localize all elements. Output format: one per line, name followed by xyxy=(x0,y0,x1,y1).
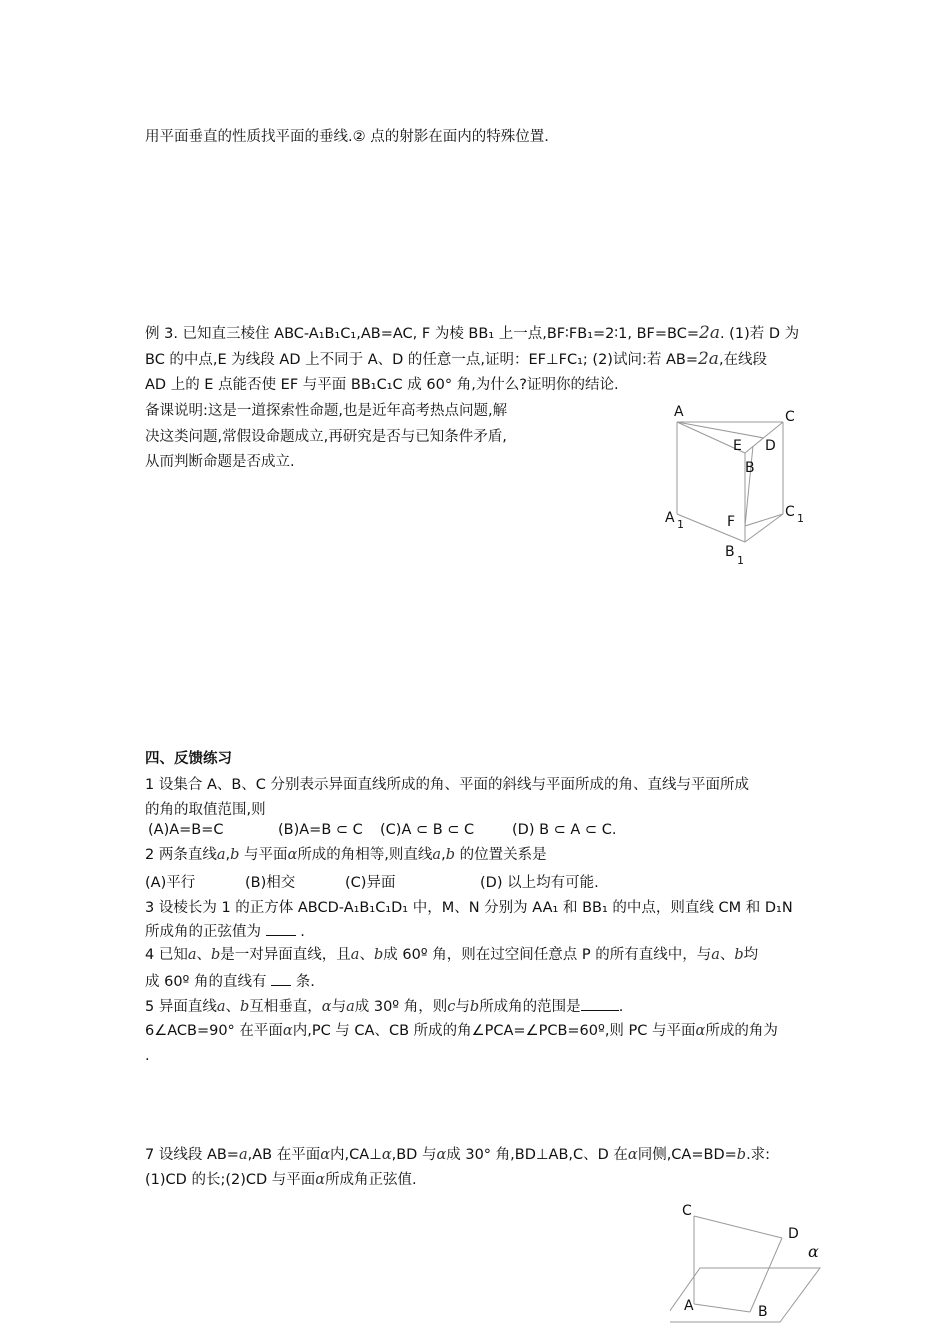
q4-text-line2-end: 条. xyxy=(295,974,315,990)
q5-var-c: c xyxy=(447,999,456,1015)
segment-B-D xyxy=(750,1238,782,1312)
example3-text1b: . (1)若 D 为 xyxy=(719,326,800,342)
q7-line2 xyxy=(145,1170,417,1190)
plane-label-C: C xyxy=(682,1203,692,1219)
q5-var-b: b xyxy=(240,999,250,1015)
plane-label-A: A xyxy=(684,1298,694,1314)
q2-var-alpha: α xyxy=(287,847,298,863)
q2-option-b: (B)相交 xyxy=(245,875,296,891)
q5-text-mid3: 所成角的范围是 xyxy=(479,999,581,1015)
q7-var-b: b xyxy=(736,1147,747,1163)
q7-var-alpha5: α xyxy=(315,1172,326,1188)
q7-text-mid5: 同侧,CA=BD= xyxy=(637,1147,737,1163)
example3-line2 xyxy=(145,349,767,370)
label-B1: B xyxy=(725,544,735,560)
q7-text-end: .求: xyxy=(746,1147,771,1163)
plane-label-alpha: α xyxy=(808,1242,819,1261)
q7-text-line2-end: 所成角正弦值. xyxy=(325,1172,417,1188)
example3-text1a: 例 3. 已知直三棱住 ABC-A₁B₁C₁,AB=AC, F 为棱 BB₁ 上一点,BF∶FB₁=2∶1, BF=BC= xyxy=(145,326,700,342)
label-A1-sub: 1 xyxy=(677,518,684,531)
q3-line1: 3 设棱长为 1 的正方体 ABCD-A₁B₁C₁D₁ 中，M、N 分别为 AA₁ 和 BB₁ 的中点，则直线 CM 和 D₁N xyxy=(145,900,793,916)
label-C1-sub: 1 xyxy=(797,512,804,525)
label-F: F xyxy=(727,514,736,530)
label-C: C xyxy=(785,409,795,425)
q2-option-c: (C)异面 xyxy=(345,875,396,891)
q1-line2: 的角的取值范围,则 xyxy=(145,802,266,818)
example3-value-2a-b: 2a xyxy=(697,349,719,369)
q7-var-alpha: α xyxy=(320,1147,331,1163)
q7-text-pre: 7 设线段 AB= xyxy=(145,1147,239,1163)
q1-option-d: (D) B ⊂ A ⊂ C. xyxy=(512,822,617,838)
example3-text2: BC 的中点,E 为线段 AD 上不同于 A、D 的任意一点,证明：EF⊥FC₁; (2)试问:若 AB= xyxy=(145,352,698,368)
intro-line: 用平面垂直的性质找平面的垂线.② 点的射影在面内的特殊位置. xyxy=(145,129,549,145)
q7-var-alpha4: α xyxy=(627,1147,638,1163)
q4-sep3: 、 xyxy=(719,947,735,963)
q4-text-end: 均 xyxy=(743,947,759,963)
q4-var-b2: b xyxy=(373,947,384,963)
plane-figure xyxy=(670,1198,840,1328)
q6-text-end: 所成的角为 xyxy=(705,1023,778,1039)
q5-with: 与 xyxy=(331,999,347,1015)
prism-figure xyxy=(655,398,815,573)
q6-var-alpha: α xyxy=(282,1023,293,1039)
example3-line3: AD 上的 E 点能否使 EF 与平面 BB₁C₁C 成 60° 角,为什么?证明你的结论. xyxy=(145,377,619,393)
q3-line2 xyxy=(145,921,305,942)
label-B: B xyxy=(745,460,755,476)
segment-A-B xyxy=(694,1304,750,1312)
q1-option-a: (A)A=B=C xyxy=(148,822,224,838)
q7-line1 xyxy=(145,1145,770,1165)
q5-text-pre: 5 异面直线 xyxy=(145,999,217,1015)
q5-text-mid: 互相垂直， xyxy=(249,999,322,1015)
label-E: E xyxy=(733,438,742,454)
section4-heading: 四、反馈练习 xyxy=(145,751,232,767)
q1-option-c: (C)A ⊂ B ⊂ C xyxy=(380,822,475,838)
q7-var-alpha2: α xyxy=(381,1147,392,1163)
q4-sep: 、 xyxy=(196,947,211,963)
q2-option-a: (A)平行 xyxy=(145,875,196,891)
q4-var-a2: a xyxy=(350,947,360,963)
example3-line1 xyxy=(145,323,799,344)
q6-text-mid: 内,PC 与 CA、CB 所成的角∠PCA=∠PCB=60º,则 PC 与平面 xyxy=(292,1023,696,1039)
edge-B1-C1 xyxy=(745,514,783,542)
q7-text-mid3: ,BD 与 xyxy=(391,1147,437,1163)
edge-F-C1 xyxy=(745,514,783,526)
q4-text-pre: 4 已知 xyxy=(145,947,188,963)
q7-text-line2: (1)CD 的长;(2)CD 与平面 xyxy=(145,1172,316,1188)
q5-sep: 、 xyxy=(225,999,240,1015)
q2-text-pre: 2 两条直线 xyxy=(145,847,217,863)
plane-label-D: D xyxy=(788,1226,799,1242)
example3-note3: 从而判断命题是否成立. xyxy=(145,454,295,470)
q2-var-b: b xyxy=(230,847,240,863)
q3-text: 所成角的正弦值为 xyxy=(145,924,261,940)
label-D: D xyxy=(765,438,776,454)
q2-var-a2: a xyxy=(432,847,442,863)
q7-var-a: a xyxy=(238,1147,248,1163)
q4-text-mid2: 成 60º 角，则在过空间任意点 P 的所有直线中，与 xyxy=(383,947,712,963)
q4-answer-blank[interactable] xyxy=(271,971,291,986)
q2-line xyxy=(145,845,547,865)
label-A1: A xyxy=(665,510,675,526)
q5-var-b2: b xyxy=(469,999,480,1015)
q2-comma: , xyxy=(225,847,231,863)
q4-var-a3: a xyxy=(711,947,720,963)
q2-text-mid2: 所成的角相等,则直线 xyxy=(297,847,433,863)
example3-note2: 决这类问题,常假设命题成立,再研究是否与已知条件矛盾, xyxy=(145,429,507,445)
q4-text-mid: 是一对异面直线，且 xyxy=(220,947,351,963)
q4-var-b: b xyxy=(211,947,221,963)
q5-var-a2: a xyxy=(346,999,355,1015)
q2-var-b2: b xyxy=(445,847,455,863)
q6-var-alpha2: α xyxy=(695,1023,706,1039)
q2-text-end: 的位置关系是 xyxy=(454,847,547,863)
example3-text2b: ,在线段 xyxy=(718,352,768,368)
q7-text-mid: ,AB 在平面 xyxy=(247,1147,321,1163)
q4-text-line2: 成 60º 角的直线有 xyxy=(145,974,267,990)
q2-text-mid: 与平面 xyxy=(239,847,288,863)
q5-line xyxy=(145,996,623,1017)
q5-with2: 与 xyxy=(455,999,470,1015)
q5-answer-blank[interactable] xyxy=(581,996,619,1011)
q6-line1 xyxy=(145,1021,778,1041)
q5-var-a: a xyxy=(216,999,226,1015)
edge-A-D xyxy=(677,422,764,438)
plane-label-B: B xyxy=(758,1304,768,1320)
q1-line1: 1 设集合 A、B、C 分别表示异面直线所成的角、平面的斜线与平面所成的角、直线与平面所成 xyxy=(145,777,750,793)
q7-var-alpha3: α xyxy=(436,1147,447,1163)
q6-line2: . xyxy=(145,1048,150,1064)
q2-comma2: , xyxy=(441,847,446,863)
q1-option-b: (B)A=B ⊂ C xyxy=(278,822,363,838)
q5-text-mid2: 成 30º 角，则 xyxy=(354,999,448,1015)
q4-line2 xyxy=(145,971,315,992)
label-A: A xyxy=(674,404,684,420)
q6-text-pre: 6∠ACB=90° 在平面 xyxy=(145,1023,283,1039)
q7-text-mid2: 内,CA⊥ xyxy=(330,1147,382,1163)
q2-var-a: a xyxy=(216,847,226,863)
segment-C-D xyxy=(694,1216,782,1238)
label-C1: C xyxy=(785,504,795,520)
q3-answer-blank[interactable] xyxy=(266,921,296,936)
q4-var-a: a xyxy=(187,947,197,963)
q4-line1 xyxy=(145,945,758,965)
q4-var-b3: b xyxy=(734,947,744,963)
label-B1-sub: 1 xyxy=(737,554,744,567)
q7-text-mid4: 成 30° 角,BD⊥AB,C、D 在 xyxy=(446,1147,628,1163)
q5-var-alpha: α xyxy=(321,999,332,1015)
q2-option-d: (D) 以上均有可能. xyxy=(480,875,599,891)
q4-sep2: 、 xyxy=(359,947,374,963)
example3-value-2a: 2a xyxy=(699,323,720,343)
example3-note1: 备课说明:这是一道探索性命题,也是近年高考热点问题,解 xyxy=(145,403,508,419)
edge-E-F xyxy=(745,446,753,526)
q5-period: . xyxy=(618,999,624,1015)
q3-period: . xyxy=(300,924,305,940)
